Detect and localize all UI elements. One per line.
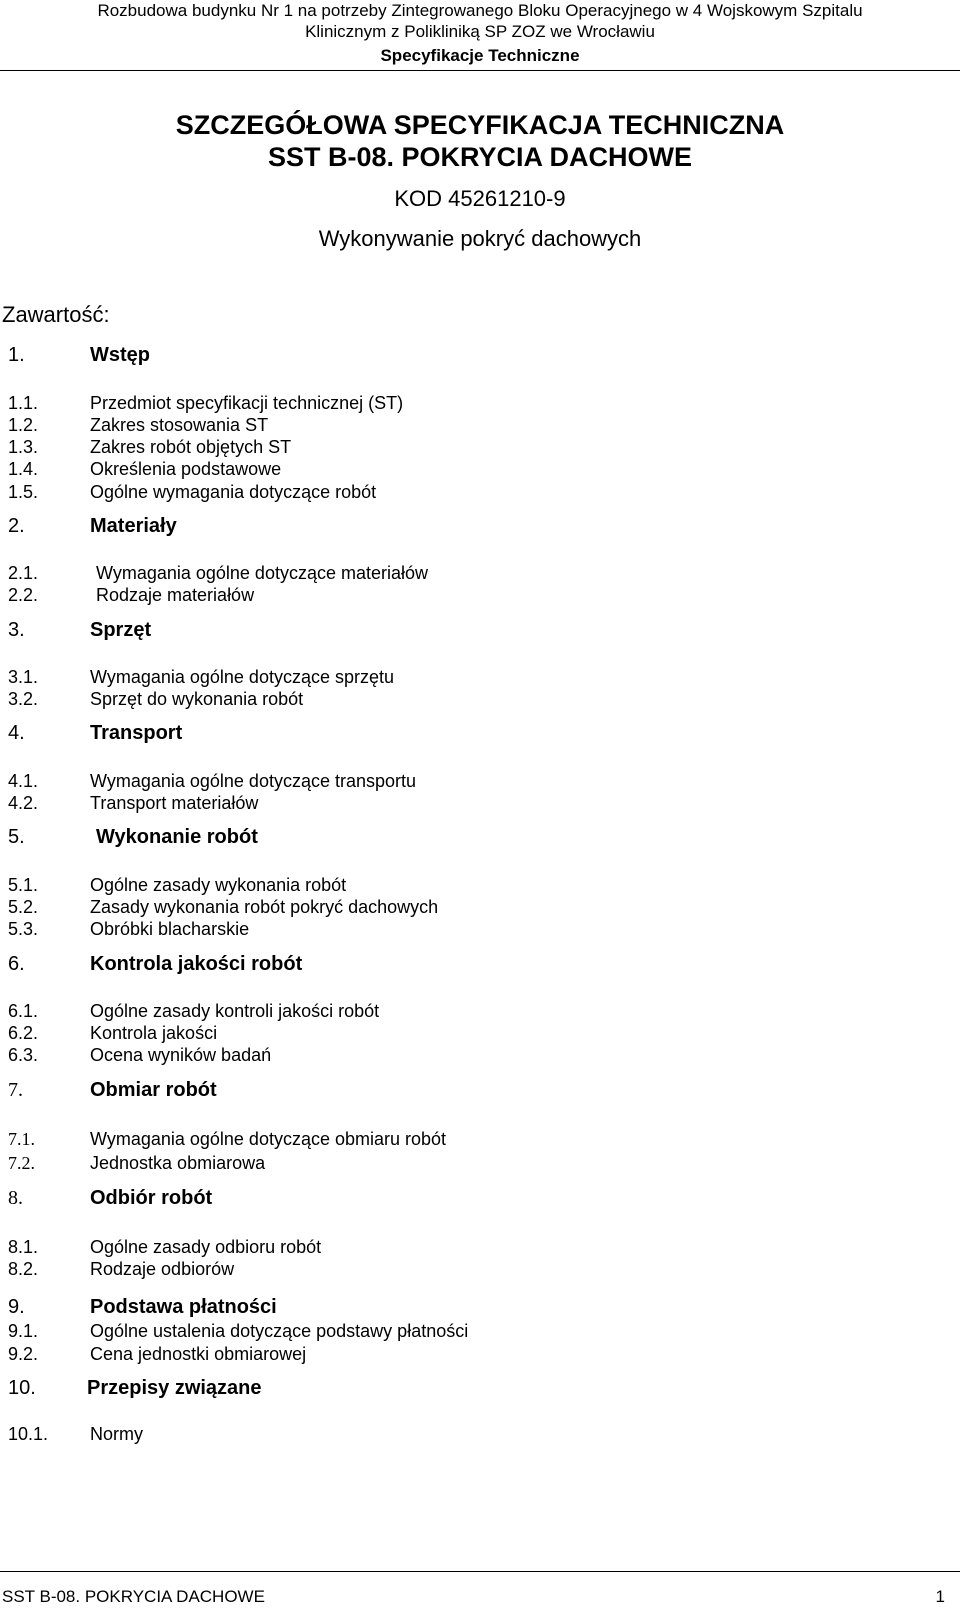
toc-entry-label: Kontrola jakości robót xyxy=(90,953,303,975)
document-subtitle: SST B-08. POKRYCIA DACHOWE xyxy=(267,142,693,172)
toc-entry-label: Ogólne wymagania dotyczące robót xyxy=(90,482,377,502)
toc-entry-number: 2.2. xyxy=(8,585,39,605)
toc-entry-number: 6.2. xyxy=(8,1023,39,1043)
toc-entry-number: 5.2. xyxy=(8,897,39,917)
toc-entry-number: 2.1. xyxy=(8,563,39,583)
toc-entry-number: 3.1. xyxy=(8,667,39,687)
toc-entry-number: 4. xyxy=(8,722,25,744)
toc-entry-number: 6.1. xyxy=(8,1001,39,1021)
header-divider xyxy=(0,70,960,71)
toc-entry-number: 2. xyxy=(8,515,25,537)
toc-entry-number: 1.4. xyxy=(8,459,39,479)
footer-divider xyxy=(0,1571,960,1572)
toc-entry-label: Rodzaje odbiorów xyxy=(90,1259,235,1279)
toc-entry-label: Sprzęt xyxy=(90,619,152,641)
toc-entry-number: 5. xyxy=(8,826,25,848)
toc-entry-number: 4.2. xyxy=(8,793,39,813)
toc-entry-label: Ogólne zasady wykonania robót xyxy=(90,875,347,895)
toc-entry-number: 1.1. xyxy=(8,393,39,413)
toc-entry-number: 3. xyxy=(8,619,25,641)
toc-entry-label: Rodzaje materiałów xyxy=(96,585,255,605)
toc-entry-label: Określenia podstawowe xyxy=(90,459,282,479)
header-project-line-2: Klinicznym z Polikliniką SP ZOZ we Wrocławiu xyxy=(305,22,655,41)
toc-entry-number: 5.1. xyxy=(8,875,39,895)
work-description: Wykonywanie pokryć dachowych xyxy=(318,226,642,251)
toc-entry-number: 7.2. xyxy=(8,1153,35,1173)
toc-entry-label: Transport materiałów xyxy=(90,793,259,813)
toc-entry-number: 9.1. xyxy=(8,1321,39,1341)
toc-entry-number: 8.1. xyxy=(8,1237,39,1257)
toc-heading: Zawartość: xyxy=(2,302,110,327)
toc-entry-label: Transport xyxy=(90,722,183,744)
toc-entry-label: Wymagania ogólne dotyczące obmiaru robót xyxy=(90,1129,447,1149)
toc-entry-number: 1. xyxy=(8,344,25,366)
toc-entry-number: 6. xyxy=(8,953,25,975)
toc-entry-number: 8. xyxy=(8,1187,23,1209)
toc-entry-number: 3.2. xyxy=(8,689,39,709)
toc-entry-number: 9. xyxy=(8,1296,25,1318)
toc-entry-label: Ogólne zasady kontroli jakości robót xyxy=(90,1001,380,1021)
toc-entry-label: Ogólne ustalenia dotyczące podstawy płatności xyxy=(90,1321,469,1341)
toc-entry-label: Przedmiot specyfikacji technicznej (ST) xyxy=(90,393,404,413)
toc-entry-number: 1.5. xyxy=(8,482,39,502)
cpv-code: KOD 45261210-9 xyxy=(394,186,566,211)
toc-entry-label: Zasady wykonania robót pokryć dachowych xyxy=(90,897,439,917)
toc-entry-number: 7. xyxy=(8,1079,23,1101)
toc-entry-label: Normy xyxy=(90,1424,143,1444)
toc-entry-number: 10. xyxy=(8,1377,36,1399)
toc-entry-label: Wymagania ogólne dotyczące sprzętu xyxy=(90,667,395,687)
toc-entry-label: Obmiar robót xyxy=(90,1079,217,1101)
toc-entry-number: 5.3. xyxy=(8,919,39,939)
toc-entry-label: Wstęp xyxy=(90,344,150,366)
toc-entry-number: 1.2. xyxy=(8,415,39,435)
toc-entry-label: Materiały xyxy=(90,515,177,537)
toc-entry-number: 4.1. xyxy=(8,771,39,791)
toc-entry-label: Przepisy związane xyxy=(87,1377,262,1399)
toc-entry-label: Wymagania ogólne dotyczące materiałów xyxy=(96,563,429,583)
toc-entry-label: Ocena wyników badań xyxy=(90,1045,272,1065)
header-project-line-1: Rozbudowa budynku Nr 1 na potrzeby Zintegrowanego Bloku Operacyjnego w 4 Wojskowym Szpitalu xyxy=(97,1,863,20)
toc-entry-label: Zakres robót objętych ST xyxy=(90,437,292,457)
toc-entry-label: Podstawa płatności xyxy=(90,1296,277,1318)
toc-entry-label: Odbiór robót xyxy=(90,1187,213,1209)
footer-document-name: SST B-08. POKRYCIA DACHOWE xyxy=(2,1587,265,1606)
toc-entry-label: Ogólne zasady odbioru robót xyxy=(90,1237,322,1257)
page-number: 1 xyxy=(935,1587,945,1606)
toc-entry-label: Zakres stosowania ST xyxy=(90,415,269,435)
toc-entry-label: Wykonanie robót xyxy=(96,826,258,848)
toc-entry-number: 7.1. xyxy=(8,1129,35,1149)
toc-entry-number: 8.2. xyxy=(8,1259,39,1279)
toc-entry-number: 9.2. xyxy=(8,1344,39,1364)
toc-entry-label: Obróbki blacharskie xyxy=(90,919,250,939)
toc-entry-label: Wymagania ogólne dotyczące transportu xyxy=(90,771,417,791)
toc-entry-label: Sprzęt do wykonania robót xyxy=(90,689,304,709)
toc-entry-number: 6.3. xyxy=(8,1045,39,1065)
document-title: SZCZEGÓŁOWA SPECYFIKACJA TECHNICZNA xyxy=(175,110,785,140)
toc-entry-label: Jednostka obmiarowa xyxy=(90,1153,266,1173)
toc-entry-number: 1.3. xyxy=(8,437,39,457)
header-document-type: Specyfikacje Techniczne xyxy=(380,46,580,65)
toc-entry-label: Kontrola jakości xyxy=(90,1023,218,1043)
toc-entry-number: 10.1. xyxy=(8,1424,49,1444)
toc-entry-label: Cena jednostki obmiarowej xyxy=(90,1344,307,1364)
